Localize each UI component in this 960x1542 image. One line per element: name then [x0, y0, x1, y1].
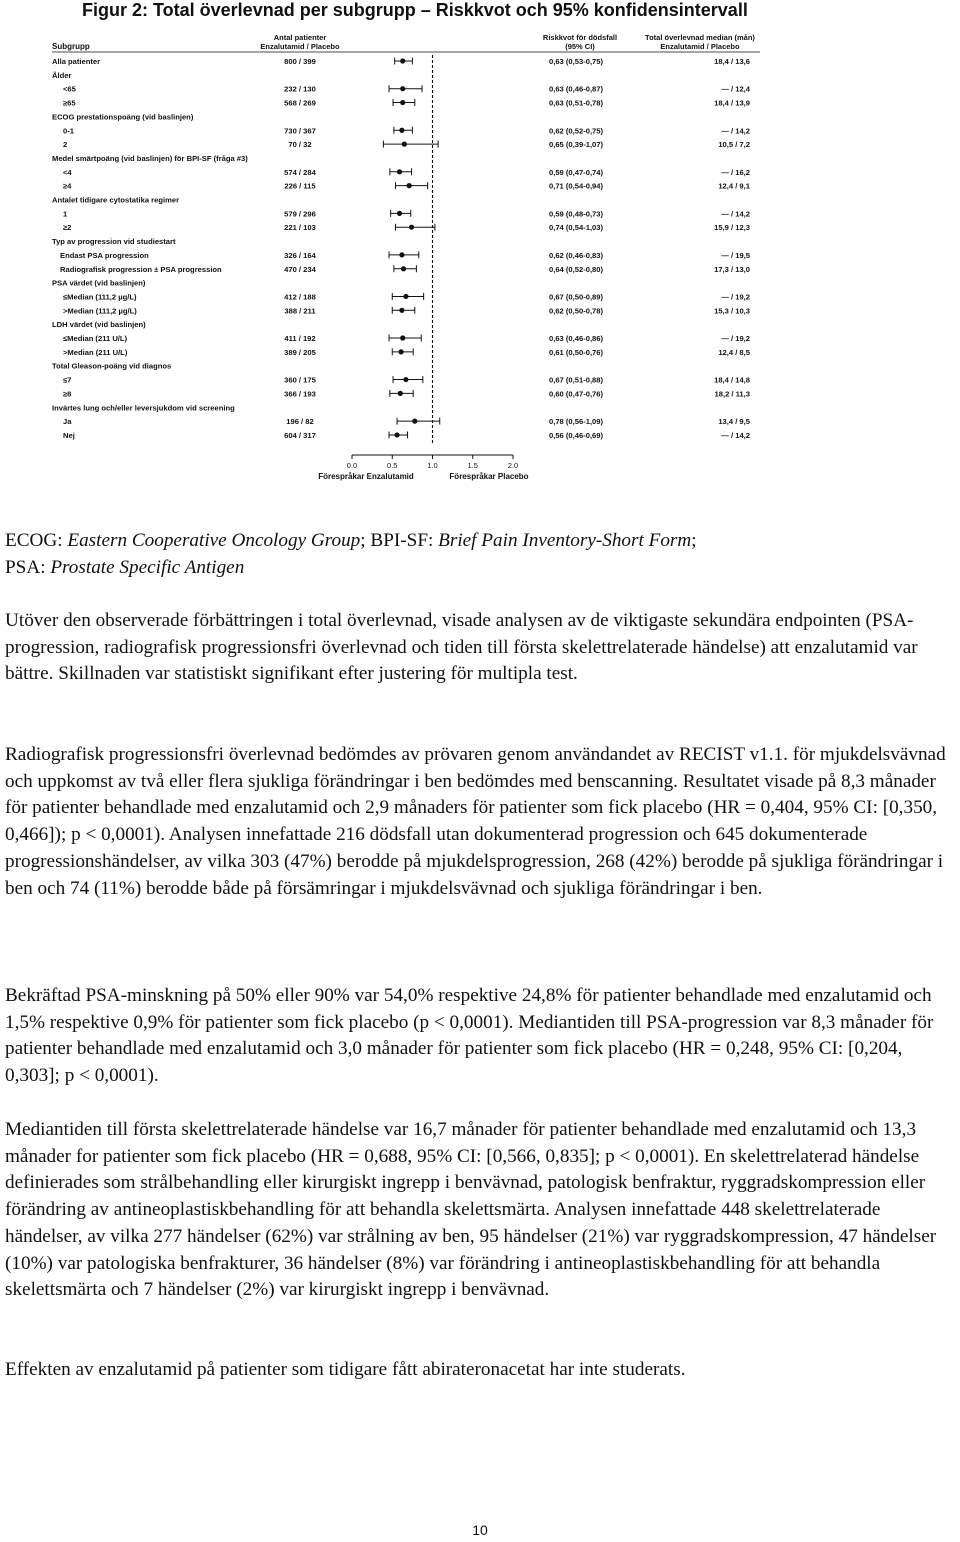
row-n: 730 / 367 [284, 126, 316, 136]
hr-point [394, 432, 399, 437]
row-median: 12,4 / 8,5 [718, 347, 750, 357]
row-label: <65 [63, 84, 76, 94]
header-subgroup: Subgrupp [52, 42, 90, 51]
row-label: 2 [63, 140, 68, 150]
row-n: 800 / 399 [284, 57, 316, 66]
x-tick-label: 0.0 [346, 461, 358, 470]
row-n: 470 / 234 [284, 264, 316, 274]
header-median-line1: Total överlevnad median (mån) [645, 33, 755, 42]
row-n: 366 / 193 [284, 389, 316, 399]
row-hr-text: 0,62 (0,50-0,78) [549, 306, 604, 316]
row-hr-text: 0,67 (0,51-0,88) [549, 375, 604, 385]
row-median: 18,4 / 13,6 [714, 57, 750, 66]
hr-point [407, 183, 412, 188]
hr-point [400, 100, 405, 105]
row-label: >Median (211 U/L) [63, 347, 128, 357]
glossary-abbr-psa: PSA: [5, 556, 51, 578]
row-hr-text: 0,63 (0,53-0,75) [549, 57, 604, 66]
row-label: Alla patienter [52, 57, 101, 66]
row-label: Ja [63, 417, 72, 427]
row-n: 411 / 192 [284, 334, 316, 343]
row-n: 579 / 296 [284, 209, 316, 219]
row-label: 1 [63, 209, 68, 219]
row-median: — / 16,2 [721, 167, 750, 177]
favors-placebo-label: Förespråkar Placebo [449, 472, 529, 481]
row-n: 568 / 269 [284, 98, 316, 108]
glossary-term-psa: Prostate Specific Antigen [50, 556, 245, 578]
glossary-separator: ; [691, 530, 697, 551]
row-median: 18,2 / 11,3 [714, 389, 750, 399]
row-median: 18,4 / 14,8 [714, 375, 750, 385]
row-n: 412 / 188 [284, 292, 316, 302]
forest-plot-rows [52, 57, 751, 440]
row-median: 15,3 / 10,3 [714, 306, 750, 316]
row-n: 574 / 284 [284, 167, 316, 177]
hr-point [400, 86, 405, 91]
row-n: 226 / 115 [284, 181, 316, 191]
forest-plot-axis [318, 55, 528, 481]
glossary-term-bpi: Brief Pain Inventory-Short Form [438, 530, 692, 551]
row-median: 12,4 / 9,1 [718, 181, 750, 191]
row-n: 389 / 205 [284, 347, 316, 357]
row-label: PSA värdet (vid baslinjen) [52, 278, 146, 288]
page-number: 10 [472, 1522, 488, 1538]
header-n-line2: Enzalutamid / Placebo [260, 42, 340, 51]
row-hr-text: 0,65 (0,39-1,07) [549, 140, 604, 150]
row-n: 221 / 103 [284, 223, 316, 233]
figure-title: Figur 2: Total överlevnad per subgrupp – Riskkvot och 95% konfidensintervall [82, 0, 748, 20]
hr-point [401, 266, 406, 271]
row-label: Endast PSA progression [60, 250, 149, 260]
hr-point [397, 169, 402, 174]
row-label: Invärtes lung och/eller leversjukdom vid screening [52, 403, 235, 413]
paragraph-secondary-endpoints: Utöver den observerade förbättringen i total överlevnad, visade analysen av de viktigaste sekundära endpointen (PSA-progression, radiografisk progressionsfri överlevnad och tiden till första skelettrelaterade händelse) att enzalutamid var bättre. Skillnaden var statistiskt signifikant efter justering för multipla test. [5, 610, 918, 685]
row-label: ≤Median (111,2 µg/L) [63, 292, 137, 302]
row-hr-text: 0,63 (0,46-0,87) [549, 84, 604, 94]
glossary-abbr-bpi: ; BPI-SF: [360, 530, 439, 551]
row-label: ≤Median (211 U/L) [63, 334, 128, 343]
row-hr-text: 0,61 (0,50-0,76) [549, 347, 604, 357]
glossary-term-ecog: Eastern Cooperative Oncology Group [67, 530, 361, 551]
row-label: ≥2 [63, 223, 72, 233]
row-hr-text: 0,64 (0,52-0,80) [549, 264, 604, 274]
row-label: >Median (111,2 µg/L) [63, 306, 137, 316]
header-hr-line2: (95% CI) [565, 42, 595, 51]
forest-plot-header [52, 33, 760, 52]
row-hr-text: 0,59 (0,48-0,73) [549, 209, 604, 219]
row-label: ECOG prestationspoäng (vid baslinjen) [52, 112, 194, 122]
row-hr-text: 0,63 (0,51-0,78) [549, 98, 604, 108]
x-tick-label: 1.5 [467, 461, 478, 470]
row-label: ≤7 [63, 375, 72, 385]
hr-point [402, 142, 407, 147]
row-median: — / 19,2 [721, 334, 750, 343]
row-median: — / 12,4 [721, 84, 750, 94]
row-hr-text: 0,59 (0,47-0,74) [549, 167, 604, 177]
header-hr-line1: Riskkvot för dödsfall [542, 33, 618, 42]
row-median: — / 14,2 [721, 209, 750, 219]
x-tick-label: 0.5 [387, 461, 398, 470]
hr-point [400, 335, 405, 340]
row-label: Ålder [52, 70, 72, 80]
hr-point [398, 391, 403, 396]
row-label: Nej [63, 430, 75, 440]
row-hr-text: 0,74 (0,54-1,03) [549, 223, 604, 233]
hr-point [399, 252, 404, 257]
row-median: 15,9 / 12,3 [714, 223, 750, 233]
paragraph-psa-response: Bekräftad PSA-minskning på 50% eller 90% var 54,0% respektive 24,8% för patienter behandlade med enzalutamid och 1,5% respektive 0,9% för patienter som fick placebo (p < 0,0001). Mediantiden till PSA-progression var 8,3 månader för patienter behandlade med enzalutamid och 3,0 månader för patienter som fick placebo (HR = 0,248, 95% CI: [0,204, 0,303]; p < 0,0001). [5, 985, 934, 1087]
row-median: 17,3 / 13,0 [714, 264, 750, 274]
row-median: 10,5 / 7,2 [718, 140, 750, 150]
header-median-line2: Enzalutamid / Placebo [660, 42, 740, 51]
row-hr-text: 0,63 (0,46-0,86) [549, 334, 604, 343]
row-label: LDH värdet (vid baslinjen) [52, 320, 146, 330]
x-tick-label: 1.0 [427, 461, 438, 470]
hr-point [400, 58, 405, 63]
row-label: Typ av progression vid studiestart [52, 237, 176, 247]
hr-point [412, 419, 417, 424]
row-label: ≥65 [63, 98, 76, 108]
hr-point [403, 377, 408, 382]
hr-point [399, 349, 404, 354]
row-median: — / 19,2 [721, 292, 750, 302]
row-hr-text: 0,60 (0,47-0,76) [549, 389, 604, 399]
row-label: Antalet tidigare cytostatika regimer [52, 195, 180, 205]
paragraph-radiographic-pfs: Radiografisk progressionsfri överlevnad bedömdes av prövaren genom användandet av RECIST v1.1. för mjukdelsvävnad och uppkomst av två eller flera sjukliga förändringar i ben bedömdes med benscanning. Resultatet visade på 8,3 månader för patienter behandlade med enzalutamid och 2,9 månaders för patienter som fick placebo (HR = 0,404, 95% CI: [0,350, 0,466]); p < 0,0001). Analysen innefattade 216 dödsfall utan dokumenterad progression och 645 dokumenterade progressionshändelser, av vilka 303 (47%) berodde på mjukdelsprogression, 268 (42%) berodde på sjukliga förändringar i ben och 74 (11%) berodde både på försämringar i mjukdelsvävnad och sjukliga förändringar i ben. [5, 744, 946, 899]
row-n: 196 / 82 [286, 417, 314, 427]
favors-enzalutamid-label: Förespråkar Enzalutamid [318, 472, 414, 481]
row-hr-text: 0,67 (0,50-0,89) [549, 292, 604, 302]
row-median: — / 14,2 [721, 430, 750, 440]
row-n: 232 / 130 [284, 84, 316, 94]
row-n: 388 / 211 [284, 306, 316, 316]
row-label: Total Gleason-poäng vid diagnos [52, 361, 172, 371]
forest-plot [0, 0, 960, 500]
header-n-line1: Antal patienter [273, 33, 327, 42]
paragraph-abiraterone: Effekten av enzalutamid på patienter som tidigare fått abirateronacetat har inte studerats. [5, 1359, 686, 1380]
hr-point [403, 294, 408, 299]
paragraph-skeletal-events: Mediantiden till första skelettrelaterade händelse var 16,7 månader för patienter behandlade med enzalutamid och 13,3 månader for patienter som fick placebo (HR = 0,688, 95% CI: [0,566, 0,835]; p < 0,0001). En skelettrelaterad händelse definierades som strålbehandling eller kirurgiskt ingrepp i benvävnad, patologisk benfraktur, ryggradskompression eller förändring av antineoplastiskbehandling för att behandla skelettsmärta. Analysen innefattade 448 skelettrelaterade händelser, av vilka 277 händelser (62%) var strålning av ben, 95 händelser (21%) var ryggradskompression, 47 händelser (10%) var patologiska benfrakturer, 36 händelser (8%) var förändring i antineoplastiskbehandling för att behandla skelettsmärta och 7 händelser (2%) var kirurgiskt ingrepp i benvävnad. [5, 1119, 937, 1301]
row-label: <4 [63, 167, 72, 177]
row-median: — / 14,2 [721, 126, 750, 136]
abbreviation-glossary [5, 528, 960, 581]
row-median: 18,4 / 13,9 [714, 98, 750, 108]
row-median: 13,4 / 9,5 [718, 417, 750, 427]
row-median: — / 19,5 [721, 250, 750, 260]
row-hr-text: 0,71 (0,54-0,94) [549, 181, 604, 191]
row-label: Radiografisk progression ± PSA progression [60, 264, 222, 274]
row-hr-text: 0,56 (0,46-0,69) [549, 430, 604, 440]
row-label: 0-1 [63, 126, 74, 136]
hr-point [399, 308, 404, 313]
hr-point [409, 225, 414, 230]
row-label: ≥8 [63, 389, 72, 399]
row-n: 604 / 317 [284, 430, 316, 440]
row-hr-text: 0,78 (0,56-1,09) [549, 417, 604, 427]
row-n: 70 / 32 [288, 140, 312, 150]
row-label: ≥4 [63, 181, 72, 191]
hr-point [397, 211, 402, 216]
glossary-abbr-ecog: ECOG: [5, 530, 68, 551]
row-hr-text: 0,62 (0,46-0,83) [549, 250, 604, 260]
row-label: Medel smärtpoäng (vid baslinjen) för BPI-SF (fråga #3) [52, 153, 248, 163]
hr-point [399, 128, 404, 133]
row-hr-text: 0,62 (0,52-0,75) [549, 126, 604, 136]
x-tick-label: 2.0 [507, 461, 519, 470]
row-n: 326 / 164 [284, 250, 316, 260]
row-n: 360 / 175 [284, 375, 316, 385]
